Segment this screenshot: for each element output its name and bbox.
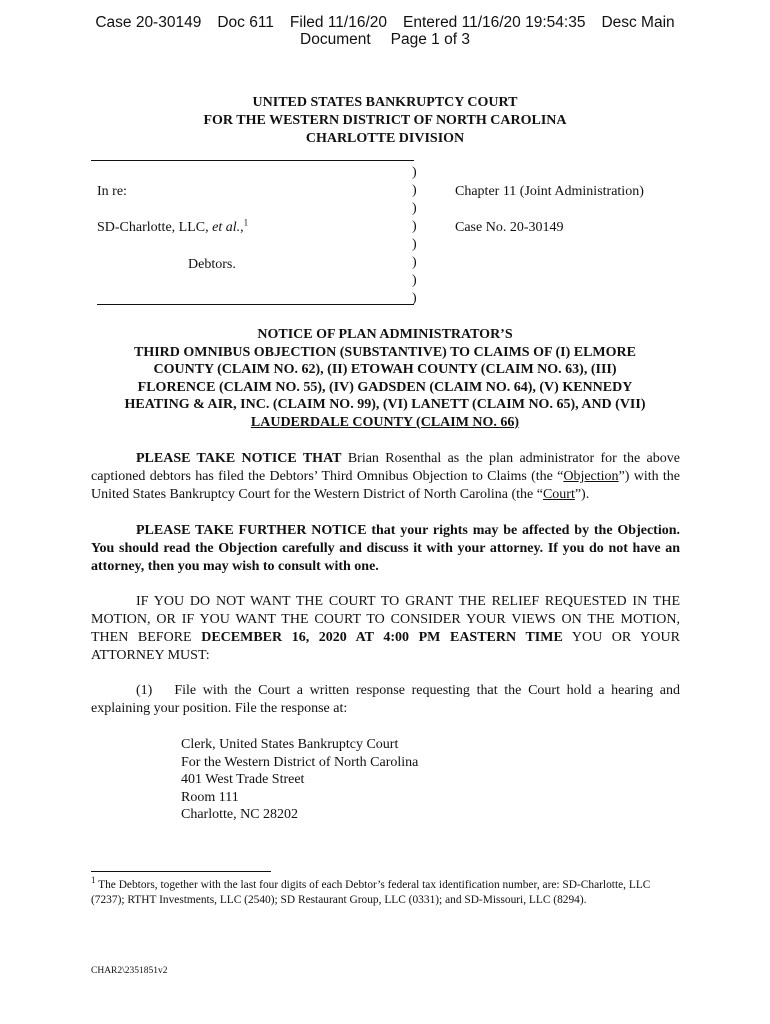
case-header <box>0 14 770 48</box>
court-line-3: CHARLOTTE DIVISION <box>305 131 465 146</box>
caption-parens: ) ) ) ) ) ) ) ) <box>412 165 417 306</box>
court-line-2: FOR THE WESTERN DISTRICT OF NORTH CAROLINA <box>203 113 567 128</box>
case-number: Case 20-30149 <box>95 14 202 31</box>
entered-date: Entered 11/16/20 19:54:35 <box>403 14 586 31</box>
in-re-label: In re: <box>97 184 127 199</box>
debtor-name: SD-Charlotte, LLC, et al.,$^1$ <box>97 217 249 235</box>
desc-main: Desc Main <box>601 14 675 31</box>
document-label: Document <box>300 31 371 48</box>
case-number-label: Case No. 20-30149 <box>455 220 564 235</box>
clerk-address: Clerk, United States Bankruptcy Court For the Western District of North Carolina 401 West Trade Street Room 111 Charlotte, NC 28202 <box>181 737 419 823</box>
further-notice-paragraph: PLEASE TAKE FURTHER NOTICE that your rights may be affected by the Objection. You should read the Objection carefully and discuss it with your attorney. If you do not have an attorney, then you may wish to consult with one. <box>91 523 680 574</box>
footnote: $^1$ The Debtors, together with the last four digits of each Debtor’s federal tax identification number, are: SD-Charlotte, LLC (7237); RTHT Investments, LLC (2540); SD Restaurant Group, LLC (0331); and SD-Missouri, LLC (8294). <box>91 875 651 906</box>
court-line-1: UNITED STATES BANKRUPTCY COURT <box>252 95 518 110</box>
document-id: CHAR2\2351851v2 <box>91 966 168 976</box>
footnote-rule <box>91 871 271 872</box>
chapter-label: Chapter 11 (Joint Administration) <box>455 184 644 199</box>
notice-title: NOTICE OF PLAN ADMINISTRATOR’S THIRD OMNIBUS OBJECTION (SUBSTANTIVE) TO CLAIMS OF (I) ELMORE COUNTY (CLAIM NO. 62), (II) ETOWAH COUNTY (CLAIM NO. 63), (III) FLORENCE (CLAIM NO. 55), (IV) GADSDEN (CLAIM NO. 64), (V) KENNEDY HEATING & AIR, INC. (CLAIM NO. 99), (VI) LANETT (CLAIM NO. 65), AND (VII) LAUDERDALE COUNTY (CLAIM NO. 66) <box>124 327 646 430</box>
notice-paragraph: PLEASE TAKE NOTICE THAT Brian Rosenthal as the plan administrator for the above captioned debtors has filed the Debtors’ Third Omnibus Objection to Claims (the “Objection”) with the United States Bankruptcy Court for the Western District of North Carolina (the “Court”). <box>91 451 680 502</box>
deadline-paragraph: IF YOU DO NOT WANT THE COURT TO GRANT THE RELIEF REQUESTED IN THE MOTION, OR IF YOU WANT THE COURT TO CONSIDER YOUR VIEWS ON THE MOTION, THEN BEFORE DECEMBER 16, 2020 AT 4:00 PM EASTERN TIME YOU OR YOUR ATTORNEY MUST: <box>91 594 680 663</box>
doc-number: Doc 611 <box>217 14 274 31</box>
debtors-label: Debtors. <box>188 257 236 272</box>
caption-top-rule <box>91 160 414 161</box>
caption-bottom-rule <box>97 304 414 305</box>
page-indicator: Page 1 of 3 <box>390 31 470 48</box>
footnote-ref: 1 <box>243 217 249 228</box>
response-instruction: (1) File with the Court a written response requesting that the Court hold a hearing and explaining your position. File the response at: <box>91 683 680 716</box>
filed-date: Filed 11/16/20 <box>289 14 388 31</box>
court-heading <box>0 94 770 148</box>
